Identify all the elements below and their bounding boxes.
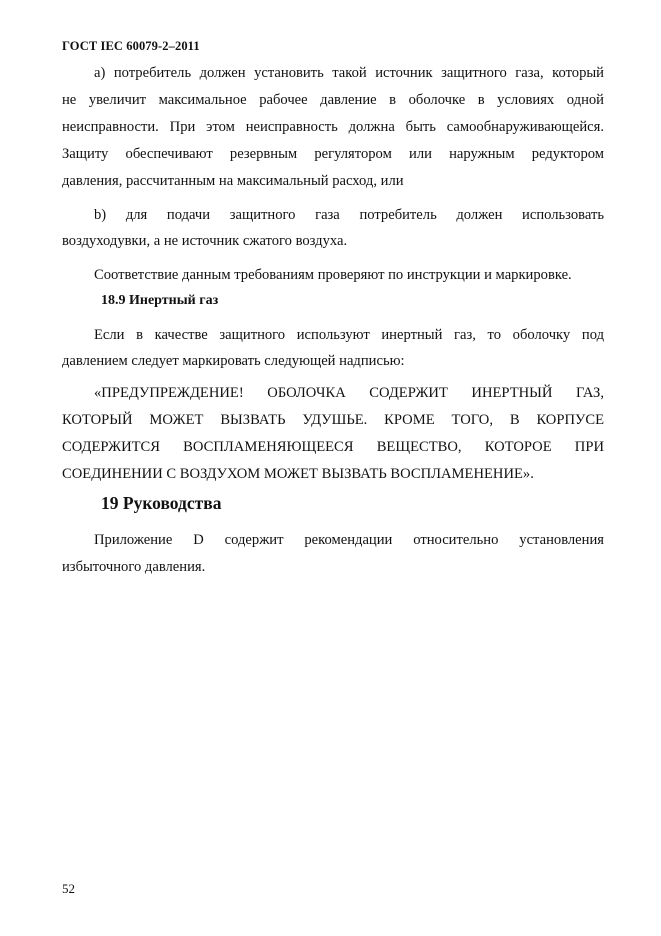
document-header: ГОСТ IEC 60079-2–2011 [62, 39, 200, 53]
paragraph-a-line: давления, рассчитанным на максимальный расход, или [62, 173, 404, 189]
warning-text-line: СОДЕРЖИТСЯ ВОСПЛАМЕНЯЮЩЕЕСЯ ВЕЩЕСТВО, КОТОРОЕ ПРИ [62, 439, 604, 455]
paragraph-a-line: не увеличит максимальное рабочее давление в оболочке в условиях одной [62, 92, 604, 108]
paragraph-b-line: воздуходувки, а не источник сжатого воздуха. [62, 233, 348, 249]
paragraph-a-line: а) потребитель должен установить такой источник защитного газа, который [94, 65, 604, 81]
warning-text-line: «ПРЕДУПРЕЖДЕНИЕ! ОБОЛОЧКА СОДЕРЖИТ ИНЕРТНЫЙ ГАЗ, [94, 385, 604, 401]
paragraph-b-line: b) для подачи защитного газа потребитель должен использовать [94, 207, 604, 223]
paragraph-a-line: неисправности. При этом неисправность должна быть самообнаруживающейся. [62, 119, 604, 135]
section-19-heading: 19 Руководства [101, 493, 222, 513]
section-19-paragraph-line: Приложение D содержит рекомендации относительно установления [94, 532, 604, 548]
compliance-text: Соответствие данным требованиям проверяют по инструкции и маркировке. [94, 267, 572, 283]
section-19-paragraph-line: избыточного давления. [62, 559, 206, 575]
paragraph-a-line: Защиту обеспечивают резервным регулятором или наружным редуктором [62, 146, 604, 162]
inert-gas-paragraph-line: Если в качестве защитного используют инертный газ, то оболочку под [94, 327, 604, 343]
warning-text-line: КОТОРЫЙ МОЖЕТ ВЫЗВАТЬ УДУШЬЕ. КРОМЕ ТОГО, В КОРПУСЕ [62, 412, 604, 428]
inert-gas-paragraph-line: давлением следует маркировать следующей надписью: [62, 353, 405, 369]
page-number: 52 [62, 881, 75, 896]
section-18-9-heading: 18.9 Инертный газ [101, 293, 219, 308]
warning-text-line: СОЕДИНЕНИИ С ВОЗДУХОМ МОЖЕТ ВЫЗВАТЬ ВОСПЛАМЕНЕНИЕ». [62, 466, 534, 482]
